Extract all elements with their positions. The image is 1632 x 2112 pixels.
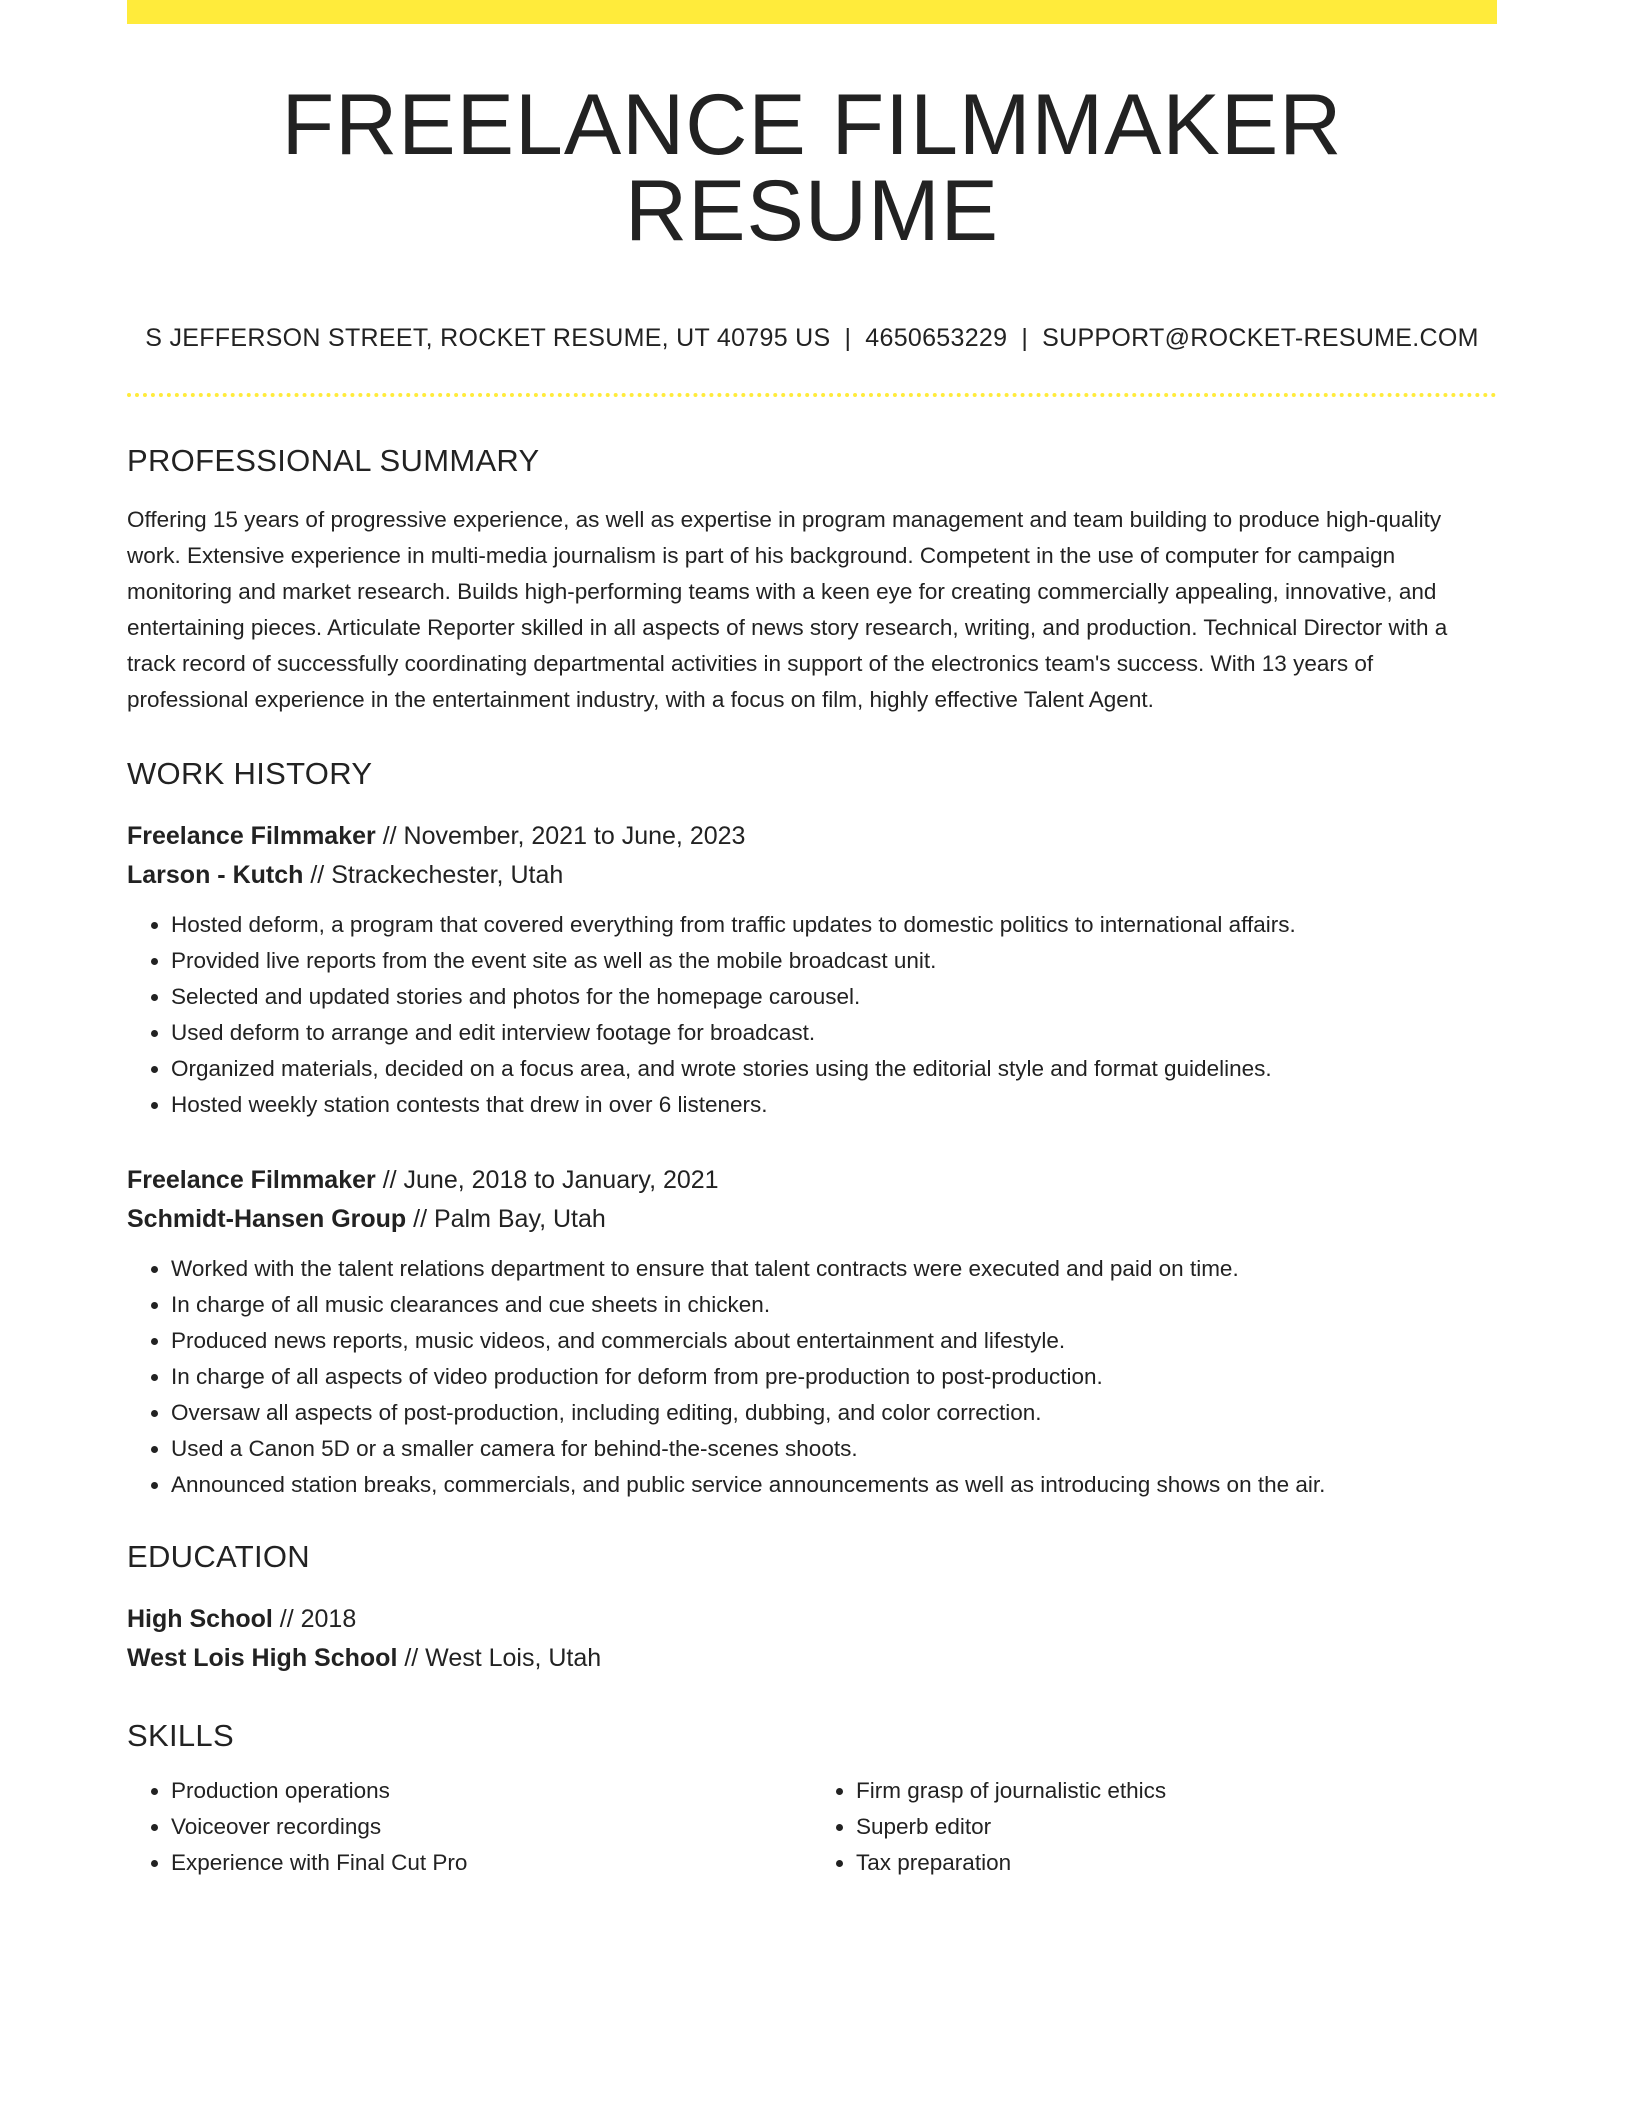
skills-heading: SKILLS [127,1718,234,1753]
list-item: • Tax preparation [856,1845,1497,1881]
work-history-heading: WORK HISTORY [127,756,373,791]
list-item: • Worked with the talent relations department to ensure that talent contracts were executed and paid on time. [171,1251,1497,1287]
job-company: Larson - Kutch [127,861,304,889]
list-item: • Superb editor [856,1809,1497,1845]
job-bullets [127,1251,1497,1503]
education-degree: High School [127,1605,273,1633]
job-company: Schmidt-Hansen Group [127,1205,407,1233]
list-item: • Announced station breaks, commercials, and public service announcements as well as introducing shows on the air. [171,1467,1497,1503]
job-company-line [127,856,1497,895]
summary-heading: PROFESSIONAL SUMMARY [127,443,540,478]
job-bullets [127,907,1497,1123]
accent-top-bar [127,0,1497,24]
contact-line [127,324,1497,353]
list-item: • In charge of all aspects of video production for deform from pre-production to post-production. [171,1359,1497,1395]
skills-list [127,1773,1497,1881]
contact-separator: | [1021,324,1029,352]
list-item: • Hosted weekly station contests that drew in over 6 listeners. [171,1087,1497,1123]
education-entry [127,1600,1497,1678]
job-location: // Palm Bay, Utah [406,1205,606,1233]
list-item: • Voiceover recordings [171,1809,812,1845]
education-degree-line [127,1600,1497,1639]
dotted-divider [127,393,1497,397]
job-dates: // June, 2018 to January, 2021 [375,1166,719,1194]
list-item: • Selected and updated stories and photos for the homepage carousel. [171,979,1497,1015]
list-item: • Experience with Final Cut Pro [171,1845,812,1881]
list-item: • Used a Canon 5D or a smaller camera for behind-the-scenes shoots. [171,1431,1497,1467]
list-item: • Produced news reports, music videos, and commercials about entertainment and lifestyle. [171,1323,1497,1359]
job-title-line [127,817,1497,856]
list-item: • In charge of all music clearances and cue sheets in chicken. [171,1287,1497,1323]
contact-separator: | [844,324,852,352]
list-item: • Firm grasp of journalistic ethics [856,1773,1497,1809]
job-company-line [127,1200,1497,1239]
contact-phone: 4650653229 [865,324,1008,352]
skills-column-left [127,1773,812,1881]
resume-page [127,0,1497,1881]
job-dates: // November, 2021 to June, 2023 [375,822,746,850]
skills-column-right [812,1773,1497,1881]
list-item: • Used deform to arrange and edit interview footage for broadcast. [171,1015,1497,1051]
education-year: // 2018 [272,1605,357,1633]
list-item: • Production operations [171,1773,812,1809]
list-item: • Organized materials, decided on a focus area, and wrote stories using the editorial style and format guidelines. [171,1051,1497,1087]
list-item: • Oversaw all aspects of post-production, including editing, dubbing, and color correction. [171,1395,1497,1431]
education-school-line [127,1639,1497,1678]
job-entry [127,1161,1497,1503]
education-school: West Lois High School [127,1644,398,1672]
education-location: // West Lois, Utah [397,1644,602,1672]
job-location: // Strackechester, Utah [303,861,564,889]
contact-email: SUPPORT@ROCKET-RESUME.COM [1042,324,1479,352]
contact-address: S JEFFERSON STREET, ROCKET RESUME, UT 40795 US [145,324,831,352]
list-item: • Hosted deform, a program that covered everything from traffic updates to domestic politics to international affairs. [171,907,1497,943]
list-item: • Provided live reports from the event site as well as the mobile broadcast unit. [171,943,1497,979]
job-entry [127,817,1497,1123]
job-title-line [127,1161,1497,1200]
resume-title: FREELANCE FILMMAKER RESUME [281,77,1343,259]
job-title: Freelance Filmmaker [127,822,376,850]
education-heading: EDUCATION [127,1539,310,1574]
job-title: Freelance Filmmaker [127,1166,376,1194]
summary-text: Offering 15 years of progressive experience, as well as expertise in program management and team building to produce high-quality work. Extensive experience in multi-media journalism is part of his background. Competent in the use of computer for campaign monitoring and market research. Builds high-performing teams with a keen eye for creating commercially appealing, innovative, and entertaining pieces. Articulate Reporter skilled in all aspects of news story research, writing, and production. Technical Director with a track record of successfully coordinating departmental activities in support of the electronics team's success. With 13 years of professional experience in the entertainment industry, with a focus on film, highly effective Talent Agent. [127,507,1448,712]
